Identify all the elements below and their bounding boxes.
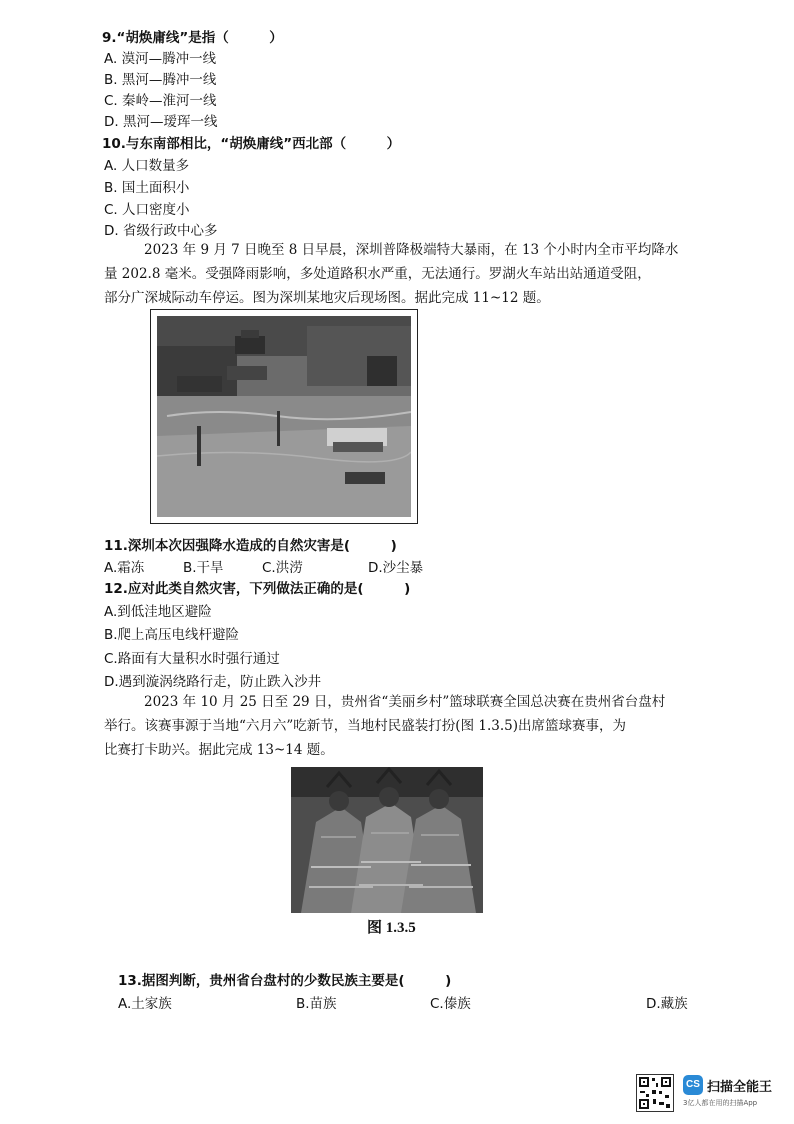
villagers-costume-photo: [291, 767, 483, 913]
q12-stem: 12.应对此类自然灾害，下列做法正确的是( ): [104, 581, 411, 597]
q10-option-c: C. 人口密度小: [104, 202, 190, 218]
passage1-line3: 部分广深城际动车停运。图为深圳某地灾后现场图。据此完成 11~12 题。: [104, 290, 550, 306]
qr-code-icon: [636, 1074, 674, 1112]
q9-stem: 9.“胡焕庸线”是指（ ）: [102, 30, 283, 46]
passage2-line3: 比赛打卡助兴。据此完成 13~14 题。: [104, 742, 334, 758]
q13-option-b: B.苗族: [296, 996, 337, 1012]
flood-scene-image: [157, 316, 411, 517]
passage2-line2: 举行。该赛事源于当地“六月六”吃新节，当地村民盛装打扮(图 1.3.5)出席篮球赛事，为: [104, 718, 626, 734]
q10-option-a: A. 人口数量多: [104, 158, 190, 174]
q12-option-c: C.路面有大量积水时强行通过: [104, 651, 280, 667]
camscanner-title: 扫描全能王: [707, 1080, 773, 1095]
passage1-line2: 量 202.8 毫米。受强降雨影响，多处道路积水严重，无法通行。罗湖火车站出站通道受阻，: [104, 266, 651, 282]
camscanner-subtitle: 3亿人都在用的扫描App: [683, 1099, 758, 1107]
passage1-line1: 2023 年 9 月 7 日晚至 8 日早晨，深圳普降极端特大暴雨，在 13 个小时内全市平均降水: [144, 242, 679, 258]
q13-option-a: A.土家族: [118, 996, 172, 1012]
q10-option-b: B. 国土面积小: [104, 180, 190, 196]
passage2-line1: 2023 年 10 月 25 日至 29 日，贵州省“美丽乡村”篮球联赛全国总决赛在贵州省台盘村: [144, 694, 666, 710]
q12-option-b: B.爬上高压电线杆避险: [104, 627, 240, 643]
q11-option-d: D.沙尘暴: [368, 560, 424, 576]
q9-option-b: B. 黑河—腾冲一线: [104, 72, 217, 88]
q11-option-b: B.干旱: [183, 560, 224, 576]
q9-option-c: C. 秦岭—淮河一线: [104, 93, 217, 109]
q11-option-a: A.霜冻: [104, 560, 145, 576]
q13-stem: 13.据图判断，贵州省台盘村的少数民族主要是( ): [118, 973, 452, 989]
q12-option-a: A.到低洼地区避险: [104, 604, 212, 620]
camscanner-logo-icon: CS: [683, 1075, 703, 1095]
q12-option-d: D.遇到漩涡绕路行走，防止跌入沙井: [104, 674, 322, 690]
q9-option-a: A. 漠河—腾冲一线: [104, 51, 217, 67]
q10-stem: 10.与东南部相比，“胡焕庸线”西北部（ ）: [102, 136, 401, 152]
q11-stem: 11.深圳本次因强降水造成的自然灾害是( ): [104, 538, 397, 554]
villagers-costume-image: [291, 767, 483, 913]
q10-option-d: D. 省级行政中心多: [104, 223, 218, 239]
figure-caption: 图 1.3.5: [367, 920, 416, 936]
q11-option-c: C.洪涝: [262, 560, 303, 576]
q13-option-d: D.藏族: [646, 996, 688, 1012]
qr-code-pattern: [637, 1075, 673, 1111]
flood-scene-photo: [150, 309, 418, 524]
q9-option-d: D. 黑河—瑷珲一线: [104, 114, 218, 130]
q13-option-c: C.傣族: [430, 996, 471, 1012]
